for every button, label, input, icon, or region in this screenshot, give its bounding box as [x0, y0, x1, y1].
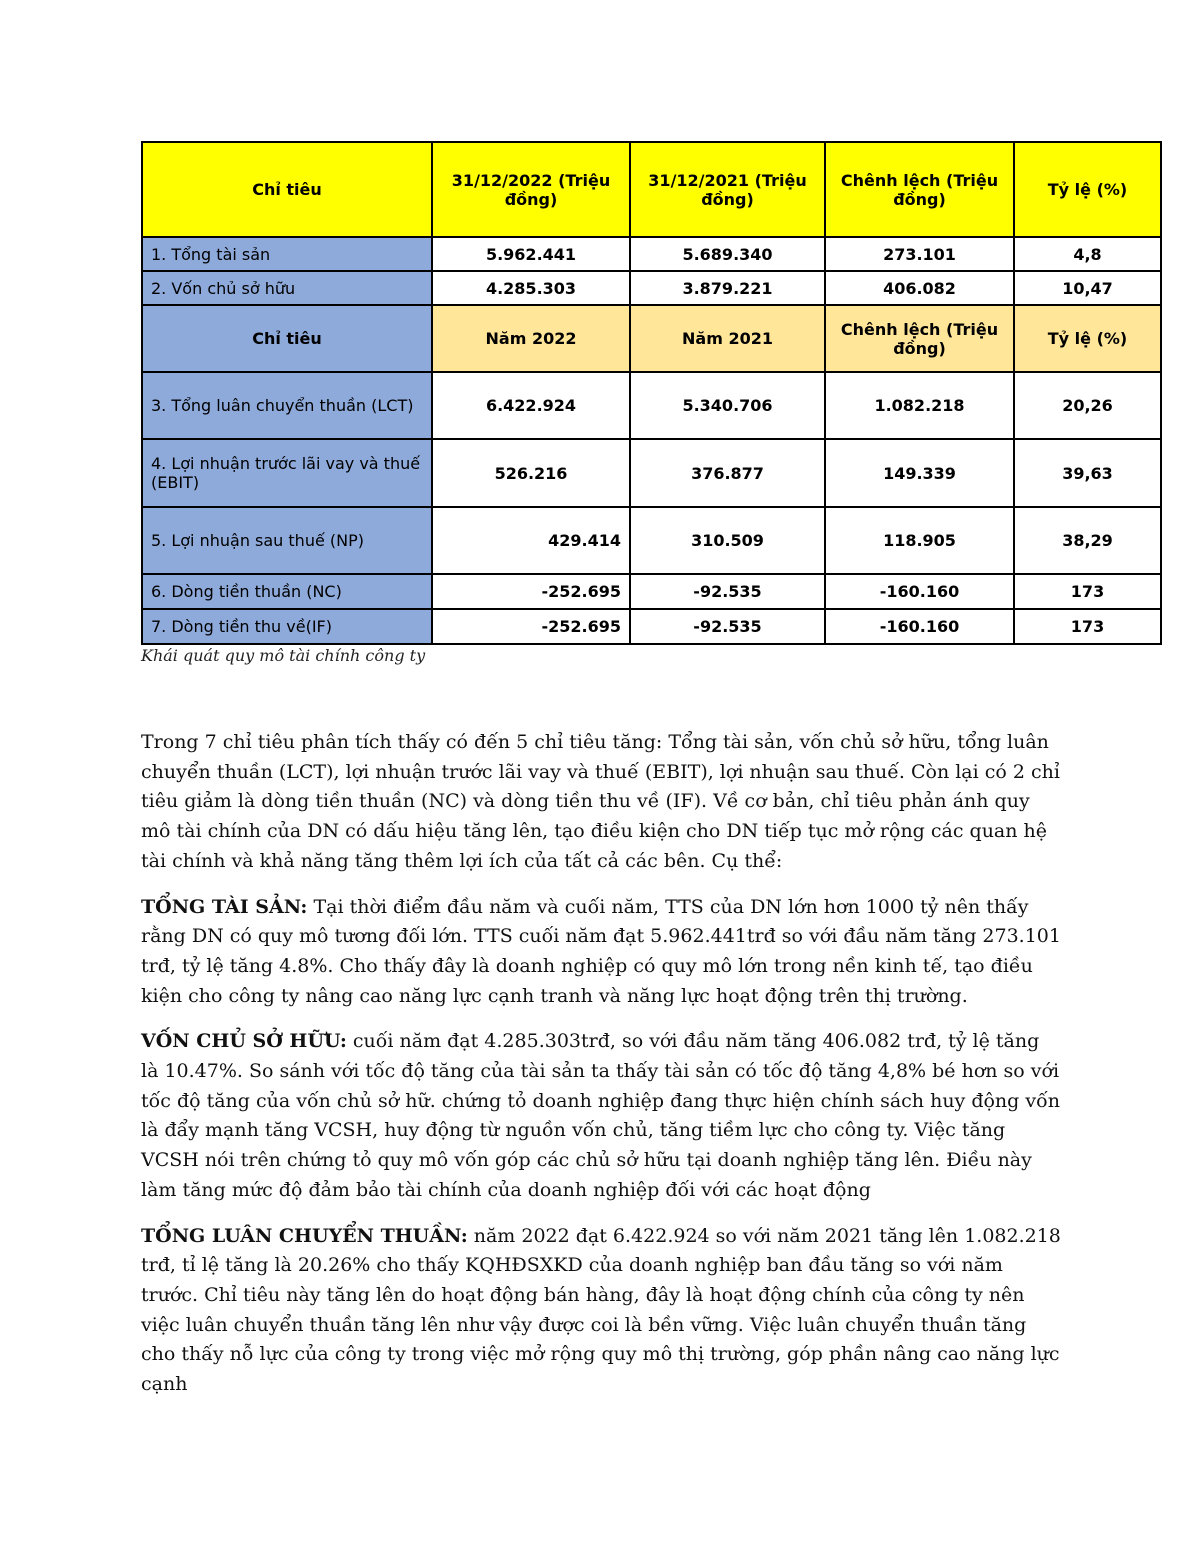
- row-value-2022: 5.962.441: [432, 237, 630, 271]
- row-label: 2. Vốn chủ sở hữu: [142, 271, 432, 305]
- row-value-ratio: 39,63: [1014, 439, 1161, 507]
- equity-heading: VỐN CHỦ SỞ HỮU:: [141, 1030, 347, 1053]
- row-label: 4. Lợi nhuận trước lãi vay và thuế (EBIT): [142, 439, 432, 507]
- turnover-paragraph: [141, 1222, 1061, 1400]
- table-row: [142, 574, 1161, 609]
- equity-body: cuối năm đạt 4.285.303trđ, so với đầu năm tăng 406.082 trđ, tỷ lệ tăng là 10.47%. So sánh với tốc độ tăng của tài sản ta thấy tài sản có tốc độ tăng 4,8% bé hơn so với tốc độ tăng của vốn chủ sở hữ. chứng tỏ doanh nghiệp đang thực hiện chính sách huy động vốn là đẩy mạnh tăng VCSH, huy động từ nguồn vốn chủ, tăng tiềm lực cho công ty. Việc tăng VCSH nói trên chứng tỏ quy mô vốn góp các chủ sở hữu tại doanh nghiệp tăng lên. Điều này làm tăng mức độ đảm bảo tài chính của doanh nghiệp đối với các hoạt động: [141, 1030, 1060, 1201]
- subheader-label-cell: Chỉ tiêu: [142, 305, 432, 372]
- row-value-2021: 310.509: [630, 507, 825, 574]
- table-row: [142, 372, 1161, 439]
- row-value-ratio: 20,26: [1014, 372, 1161, 439]
- row-value-diff: -160.160: [825, 609, 1014, 644]
- row-value-ratio: 173: [1014, 609, 1161, 644]
- equity-paragraph: [141, 1027, 1061, 1205]
- row-value-2021: 5.340.706: [630, 372, 825, 439]
- row-label: 3. Tổng luân chuyển thuần (LCT): [142, 372, 432, 439]
- row-label: 6. Dòng tiền thuần (NC): [142, 574, 432, 609]
- row-value-diff: 406.082: [825, 271, 1014, 305]
- row-value-2021: -92.535: [630, 574, 825, 609]
- table-row: [142, 439, 1161, 507]
- subheader-2022-cell: Năm 2022: [432, 305, 630, 372]
- row-value-ratio: 38,29: [1014, 507, 1161, 574]
- subheader-2021-cell: Năm 2021: [630, 305, 825, 372]
- row-value-diff: 149.339: [825, 439, 1014, 507]
- row-value-2021: 3.879.221: [630, 271, 825, 305]
- header-ratio-cell: Tỷ lệ (%): [1014, 142, 1161, 237]
- financial-summary-table: [141, 141, 1162, 645]
- subheader-diff-cell: Chênh lệch (Triệu đồng): [825, 305, 1014, 372]
- assets-paragraph: [141, 893, 1061, 1012]
- turnover-heading: TỔNG LUÂN CHUYỂN THUẦN:: [141, 1224, 468, 1247]
- table-row: [142, 609, 1161, 644]
- row-value-2021: -92.535: [630, 609, 825, 644]
- row-value-2022: 6.422.924: [432, 372, 630, 439]
- row-value-2022: 429.414: [432, 507, 630, 574]
- table-subheader-row: [142, 305, 1161, 372]
- assets-heading: TỔNG TÀI SẢN:: [141, 895, 308, 918]
- table-row: [142, 271, 1161, 305]
- row-value-2021: 376.877: [630, 439, 825, 507]
- turnover-body: năm 2022 đạt 6.422.924 so với năm 2021 tăng lên 1.082.218 trđ, tỉ lệ tăng là 20.26% cho thấy KQHĐSXKD của doanh nghiệp ban đầu tăng so với năm trước. Chỉ tiêu này tăng lên do hoạt động bán hàng, đây là hoạt động chính của công ty nên việc luân chuyển thuần tăng lên như vậy được coi là bền vững. Việc luân chuyển thuần tăng cho thấy nỗ lực của công ty trong việc mở rộng quy mô thị trường, góp phần nâng cao năng lực cạnh: [141, 1224, 1061, 1396]
- row-value-2022: -252.695: [432, 609, 630, 644]
- intro-paragraph: Trong 7 chỉ tiêu phân tích thấy có đến 5 chỉ tiêu tăng: Tổng tài sản, vốn chủ sở hữu, tổng luân chuyển thuần (LCT), lợi nhuận trước lãi vay và thuế (EBIT), lợi nhuận sau thuế. Còn lại có 2 chỉ tiêu giảm là dòng tiền thuần (NC) và dòng tiền thu về (IF). Về cơ bản, chỉ tiêu phản ánh quy mô tài chính của DN có dấu hiệu tăng lên, tạo điều kiện cho DN tiếp tục mở rộng các quan hệ tài chính và khả năng tăng thêm lợi ích của tất cả các bên. Cụ thể:: [141, 731, 1060, 872]
- row-value-diff: -160.160: [825, 574, 1014, 609]
- row-value-ratio: 10,47: [1014, 271, 1161, 305]
- table-header-row: [142, 142, 1161, 237]
- row-value-2022: 526.216: [432, 439, 630, 507]
- row-value-diff: 273.101: [825, 237, 1014, 271]
- row-value-diff: 118.905: [825, 507, 1014, 574]
- subheader-ratio-cell: Tỷ lệ (%): [1014, 305, 1161, 372]
- row-value-ratio: 4,8: [1014, 237, 1161, 271]
- row-value-diff: 1.082.218: [825, 372, 1014, 439]
- row-value-2022: -252.695: [432, 574, 630, 609]
- header-label-cell: Chỉ tiêu: [142, 142, 432, 237]
- header-2021-cell: 31/12/2021 (Triệu đồng): [630, 142, 825, 237]
- analysis-text: [141, 728, 1061, 1416]
- header-diff-cell: Chênh lệch (Triệu đồng): [825, 142, 1014, 237]
- row-value-2022: 4.285.303: [432, 271, 630, 305]
- table-row: [142, 237, 1161, 271]
- row-label: 1. Tổng tài sản: [142, 237, 432, 271]
- row-label: 5. Lợi nhuận sau thuế (NP): [142, 507, 432, 574]
- row-label: 7. Dòng tiền thu về(IF): [142, 609, 432, 644]
- row-value-ratio: 173: [1014, 574, 1161, 609]
- table-row: [142, 507, 1161, 574]
- assets-body: Tại thời điểm đầu năm và cuối năm, TTS của DN lớn hơn 1000 tỷ nên thấy rằng DN có quy mô tương đối lớn. TTS cuối năm đạt 5.962.441trđ so với đầu năm tăng 273.101 trđ, tỷ lệ tăng 4.8%. Cho thấy đây là doanh nghiệp có quy mô lớn trong nền kinh tế, tạo điều kiện cho công ty nâng cao năng lực cạnh tranh và năng lực hoạt động trên thị trường.: [141, 895, 1061, 1007]
- row-value-2021: 5.689.340: [630, 237, 825, 271]
- table-caption: Khái quát quy mô tài chính công ty: [141, 646, 426, 665]
- header-2022-cell: 31/12/2022 (Triệu đồng): [432, 142, 630, 237]
